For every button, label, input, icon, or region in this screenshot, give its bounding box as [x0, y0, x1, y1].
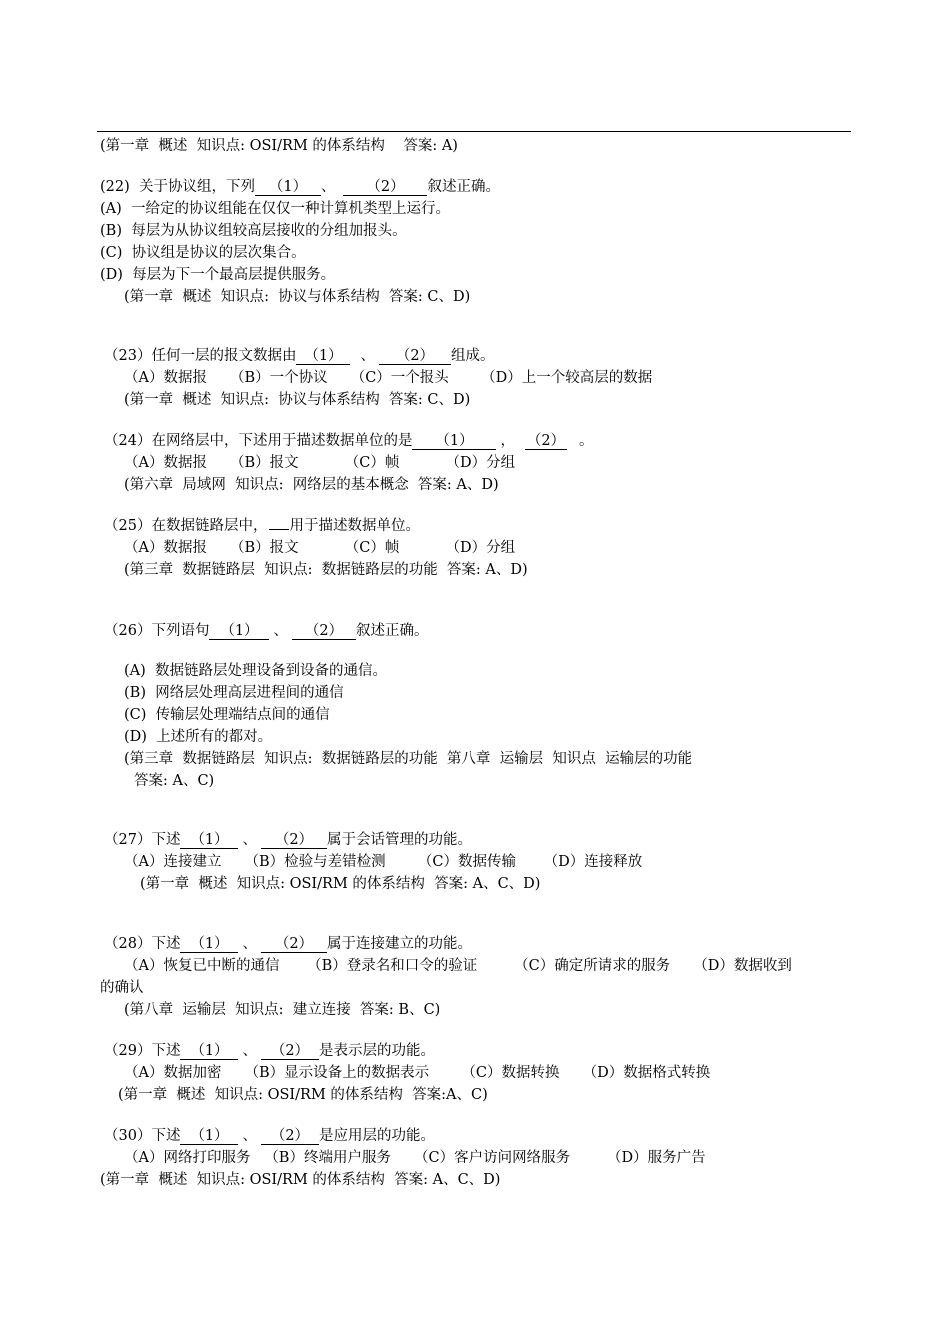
- question-26-suffix: 叙述正确。: [355, 623, 429, 639]
- question-29-reference: (第一章 概述 知识点: OSI/RM 的体系结构 答案:A、C): [118, 1087, 488, 1103]
- question-28-options-continued: 的确认: [100, 980, 144, 996]
- question-26-answer: 答案: A、C): [134, 773, 215, 789]
- question-26-option-b: (B) 网络层处理高层进程间的通信: [124, 685, 344, 701]
- question-23-suffix: 组成。: [450, 348, 495, 364]
- question-29-blank-1: （1）: [180, 1044, 238, 1060]
- question-22-option-c: (C) 协议组是协议的层次集合。: [100, 245, 306, 261]
- question-23-blank-2: （2）: [379, 349, 451, 365]
- question-22-option-a: (A) 一给定的协议组能在仅仅一种计算机类型上运行。: [100, 201, 451, 217]
- intro-reference: (第一章 概述 知识点: OSI/RM 的体系结构 答案: A): [100, 138, 458, 154]
- question-29-suffix: 是表示层的功能。: [318, 1043, 435, 1059]
- question-22-option-d: (D) 每层为下一个最高层提供服务。: [100, 267, 336, 283]
- question-23-reference: (第一章 概述 知识点: 协议与体系结构 答案: C、D): [124, 392, 471, 408]
- question-25-stem: [104, 517, 420, 535]
- question-27-blank-1: （1）: [180, 833, 238, 849]
- question-22-stem: [100, 178, 500, 196]
- question-30-suffix: 是应用层的功能。: [318, 1128, 435, 1144]
- question-23-options: （A）数据报 （B）一个协议 （C）一个报头 （D）上一个较高层的数据: [124, 370, 653, 386]
- question-28-suffix: 属于连接建立的功能。: [326, 936, 472, 952]
- question-24-reference: (第六章 局域网 知识点: 网络层的基本概念 答案: A、D): [124, 477, 499, 493]
- question-22-reference: (第一章 概述 知识点: 协议与体系结构 答案: C、D): [124, 289, 471, 305]
- question-26-option-d: (D) 上述所有的都对。: [124, 729, 273, 745]
- question-30-stem: [104, 1127, 435, 1145]
- question-27-suffix: 属于会话管理的功能。: [326, 832, 472, 848]
- question-23-prefix: （23）任何一层的报文数据由: [104, 348, 297, 364]
- question-30-blank-2: （2）: [261, 1129, 319, 1145]
- question-30-blank-1: （1）: [180, 1129, 238, 1145]
- question-30-separator: 、: [242, 1128, 257, 1144]
- header-rule: [97, 131, 851, 132]
- question-22-suffix: 叙述正确。: [427, 179, 500, 195]
- question-22-blank-1: （1）: [255, 180, 321, 196]
- question-24-options: （A）数据报 （B）报文 （C）帧 （D）分组: [124, 455, 516, 471]
- question-28-blank-1: （1）: [180, 937, 238, 953]
- question-22-option-b: (B) 每层为从协议组较高层接收的分组加报头。: [100, 223, 407, 239]
- question-29-blank-2: （2）: [261, 1044, 319, 1060]
- question-24-separator: ，: [500, 433, 515, 449]
- question-24-blank-2: （2）: [526, 433, 566, 449]
- question-30-options: （A）网络打印服务 （B）终端用户服务 （C）客户访问网络服务 （D）服务广告: [124, 1150, 706, 1166]
- question-28-prefix: （28）下述: [104, 936, 181, 952]
- question-25-prefix: （25）在数据链路层中，: [104, 518, 268, 534]
- question-26-blank-1: （1）: [209, 624, 269, 640]
- question-24-stem: [104, 432, 593, 450]
- question-27-blank-2: （2）: [261, 833, 327, 849]
- question-29-stem: [104, 1042, 435, 1060]
- question-28-separator: 、: [242, 936, 257, 952]
- question-23-blank-1: （1）: [296, 349, 350, 365]
- question-29-prefix: （29）下述: [104, 1043, 181, 1059]
- question-27-options: （A）连接建立 （B）检验与差错检测 （C）数据传输 （D）连接释放: [124, 854, 643, 870]
- question-24-prefix: （24）在网络层中，下述用于描述数据单位的是: [104, 433, 413, 449]
- question-27-stem: [104, 831, 472, 849]
- question-25-suffix: 用于描述数据单位。: [289, 518, 420, 534]
- question-26-blank-2: （2）: [292, 624, 356, 640]
- question-26-stem: [104, 622, 428, 640]
- question-26-option-c: (C) 传输层处理端结点间的通信: [124, 707, 330, 723]
- question-29-options: （A）数据加密 （B）显示设备上的数据表示 （C）数据转换 （D）数据格式转换: [124, 1065, 711, 1081]
- question-22-separator: 、: [320, 179, 336, 195]
- question-26-separator: 、: [273, 623, 288, 639]
- question-24-suffix: 。: [578, 433, 594, 449]
- question-23-separator: 、: [360, 348, 375, 364]
- question-30-prefix: （30）下述: [104, 1128, 181, 1144]
- question-27-prefix: （27）下述: [104, 832, 181, 848]
- question-24-blank-1: （1）: [412, 434, 496, 450]
- question-27-reference: (第一章 概述 知识点: OSI/RM 的体系结构 答案: A、C、D): [140, 876, 541, 892]
- question-23-stem: [104, 347, 494, 365]
- question-29-separator: 、: [242, 1043, 257, 1059]
- question-26-option-a: (A) 数据链路层处理设备到设备的通信。: [124, 663, 388, 679]
- question-22-blank-2: （2）: [343, 180, 427, 196]
- question-26-prefix: （26）下列语句: [104, 623, 210, 639]
- question-28-reference: (第八章 运输层 知识点: 建立连接 答案: B、C): [124, 1002, 441, 1018]
- question-27-separator: 、: [242, 832, 257, 848]
- question-25-options: （A）数据报 （B）报文 （C）帧 （D）分组: [124, 540, 516, 556]
- question-30-reference: (第一章 概述 知识点: OSI/RM 的体系结构 答案: A、C、D): [100, 1172, 501, 1188]
- question-22-prefix: (22) 关于协议组，下列: [100, 179, 255, 195]
- question-25-blank: [269, 529, 289, 530]
- question-28-blank-2: （2）: [261, 937, 327, 953]
- question-28-stem: [104, 935, 472, 953]
- question-25-reference: (第三章 数据链路层 知识点: 数据链路层的功能 答案: A、D): [124, 562, 528, 578]
- question-28-options: （A）恢复已中断的通信 （B）登录名和口令的验证 （C）确定所请求的服务 （D）数据收到: [124, 958, 792, 974]
- question-26-reference: (第三章 数据链路层 知识点: 数据链路层的功能 第八章 运输层 知识点 运输层的功能: [124, 751, 693, 767]
